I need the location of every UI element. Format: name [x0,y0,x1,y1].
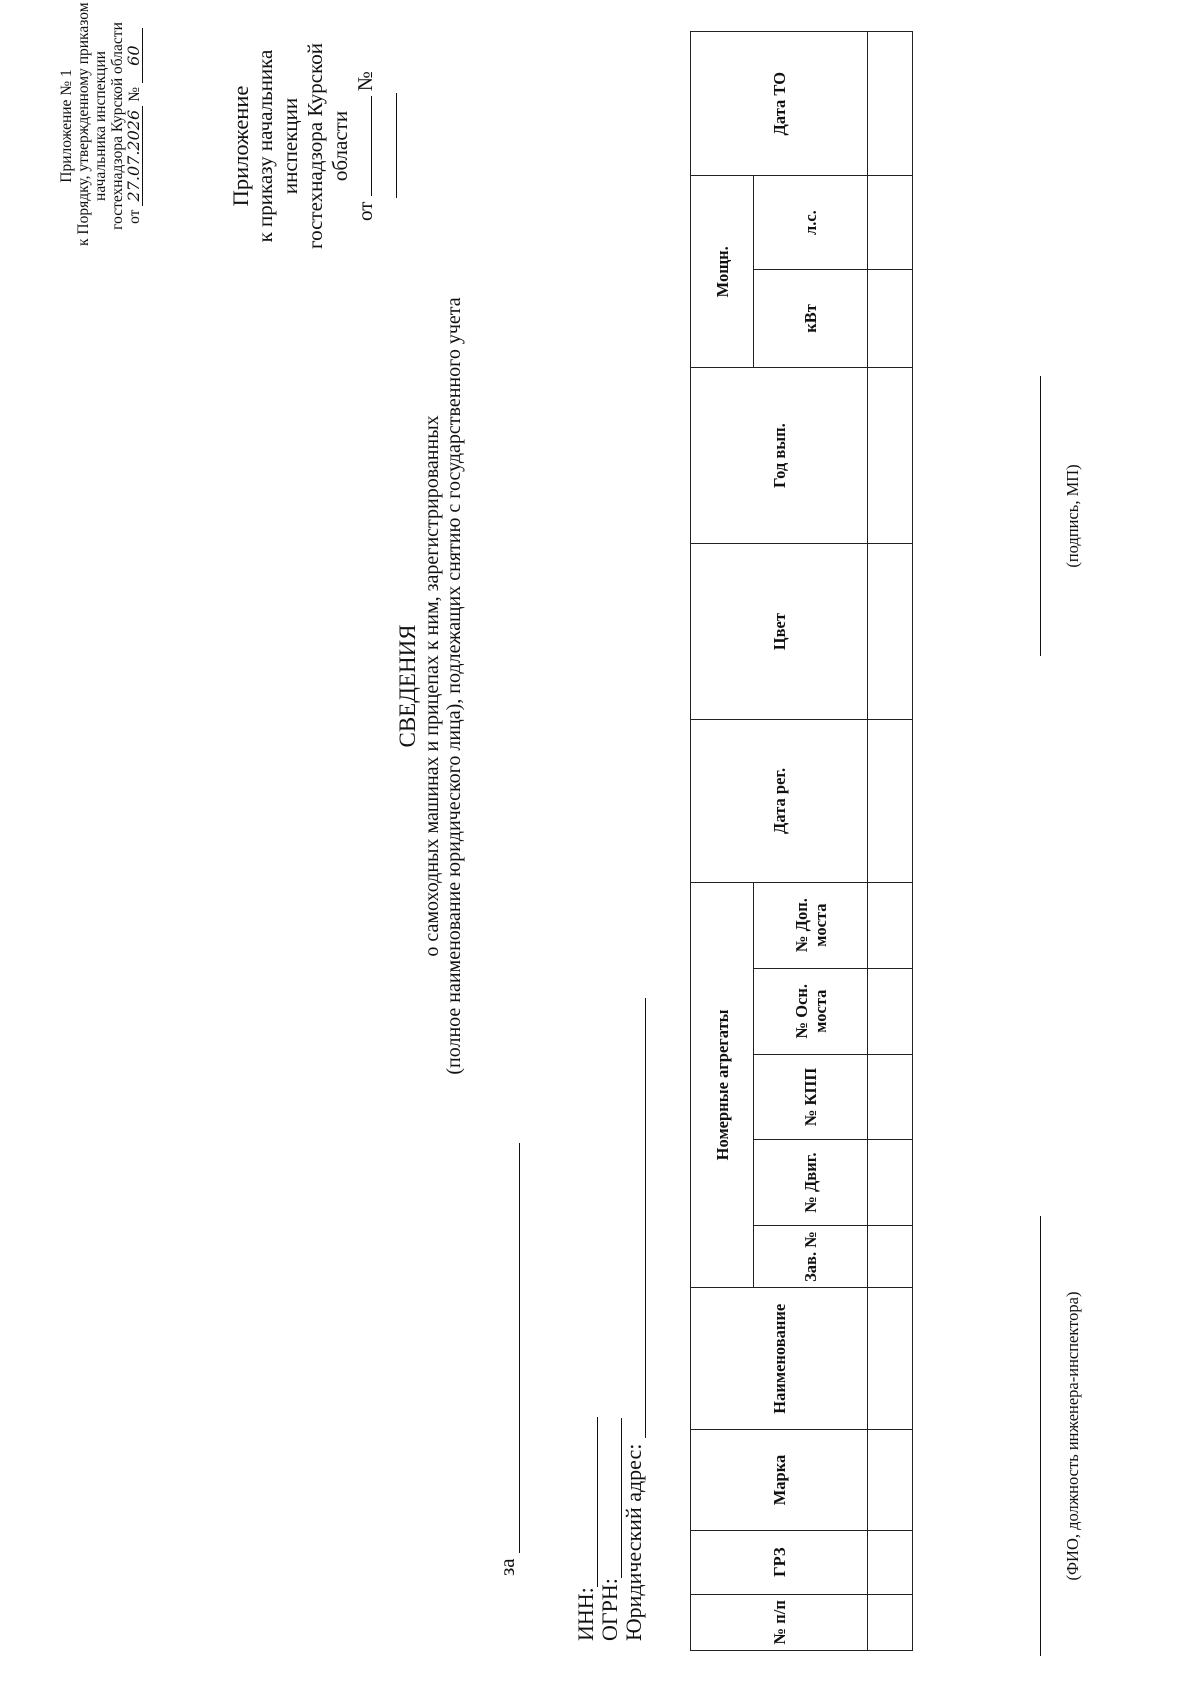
col-gearbox-number: № КПП [754,1054,868,1140]
table-cell [868,1054,913,1140]
annex-line-1: к приказу начальника инспекции [253,49,302,243]
period-line [495,1143,520,1576]
table-cell [868,720,913,882]
table-cell [868,1594,913,1650]
annex-title: Приложение [228,85,253,207]
document-heading [395,176,465,1196]
table-cell [868,1140,913,1226]
annex-date-field [353,96,372,196]
requisites-block [574,998,646,1641]
inn-label: ИНН: [573,1587,598,1641]
col-year: Год вып. [691,368,868,544]
col-name: Наименование [691,1288,868,1430]
col-power-kw: кВт [754,269,868,367]
document-subtitle-2: (полное наименование юридического лица), подлежащих снятию с государственного учета [443,297,465,1075]
table-row [868,32,913,1651]
col-grz: ГРЗ [691,1530,868,1594]
table-cell [868,544,913,720]
table-cell [868,269,913,367]
annex-block [228,16,403,276]
col-factory-number: Зав. № [754,1225,868,1287]
document-subtitle-1: о самоходных машинах и прицепах к ним, зарегистрированных [421,415,443,957]
table-cell [868,32,913,176]
address-label: Юридический адрес: [621,1443,646,1641]
inn-field [577,1417,598,1587]
period-prefix: за [495,1558,519,1576]
col-to-date: Дата ТО [691,32,868,176]
table-cell [868,882,913,968]
address-field [625,998,646,1438]
table-cell [868,1225,913,1287]
col-power-hp: л.с. [754,176,868,269]
approval-line-1: Приложение № 1 [58,69,75,183]
ogrn-field [601,1418,622,1578]
approval-date-handwritten: 27.07.2026 [126,106,143,206]
signature-fio-line [1040,1216,1041,1656]
ogrn-label: ОГРН: [597,1578,622,1641]
approval-number-handwritten: 60 [126,28,143,83]
ogrn-line [598,998,622,1641]
document-title: СВЕДЕНИЯ [395,624,420,748]
approval-stamp [58,2,143,246]
col-engine-number: № Двиг. [754,1140,868,1226]
approval-date-line [126,6,143,246]
table-cell [868,1430,913,1530]
signature-fio-block [1040,1216,1083,1656]
signature-sign-caption: (подпись, МП) [1063,464,1082,568]
inn-line [574,998,598,1641]
signature-fio-caption: (ФИО, должность инженера-инспектора) [1063,1291,1082,1581]
annex-line-2: гостехнадзора Курской области [303,42,352,250]
signature-sign-block [1040,376,1083,656]
col-brand: Марка [691,1430,868,1530]
col-power-group: Мощн. [691,176,754,368]
address-line [622,998,646,1641]
approval-number-prefix: № [126,87,143,102]
col-add-axle-number: № Доп. моста [754,882,868,968]
col-main-axle-number: № Осн. моста [754,968,868,1054]
table-cell [868,968,913,1054]
approval-line-3: начальника инспекции [92,51,109,201]
table-cell [868,368,913,544]
signature-sign-line [1040,376,1041,656]
approval-line-2: к Порядку, утвержденному приказом [75,2,92,246]
vehicles-table [690,31,913,1651]
col-number: № п/п [691,1594,868,1650]
annex-number-prefix: № [353,71,377,92]
col-color: Цвет [691,544,868,720]
table-cell [868,1530,913,1594]
approval-line-4: гостехнадзора Курской области [109,22,126,230]
col-reg-date: Дата рег. [691,720,868,882]
approval-from-prefix: от [126,209,143,224]
table-cell [868,176,913,269]
col-units-group: Номерные агрегаты [691,882,754,1288]
table-cell [868,1288,913,1430]
annex-from-prefix: от [353,201,377,221]
period-field [499,1143,520,1553]
